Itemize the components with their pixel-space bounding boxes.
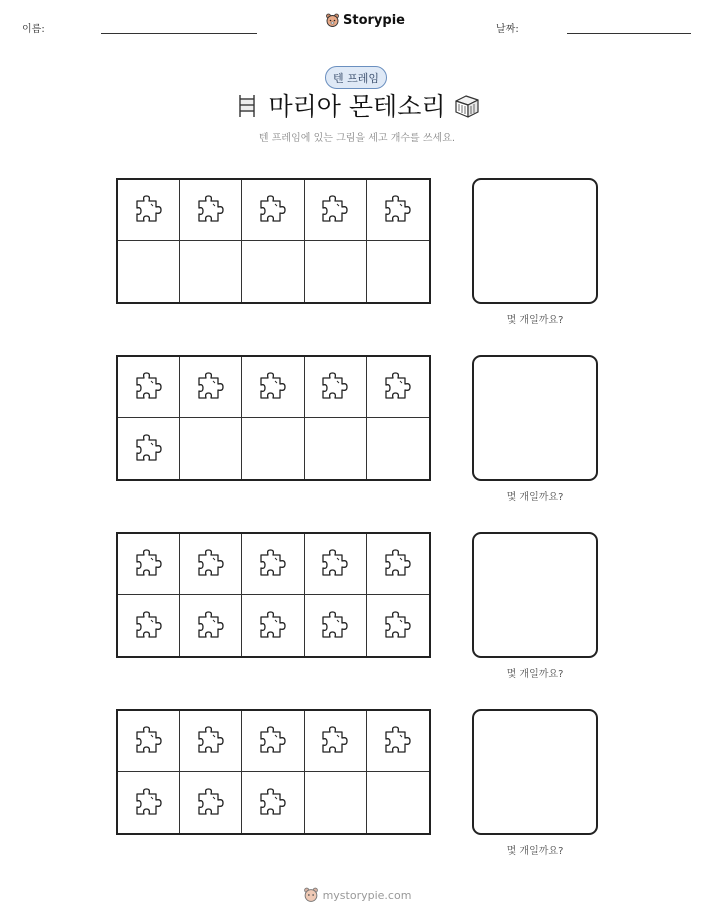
- puzzle-piece-icon: [256, 786, 290, 820]
- puzzle-piece-icon: [194, 193, 228, 227]
- puzzle-piece-icon: [381, 370, 415, 404]
- question-label: 몇 개일까요?: [506, 492, 564, 503]
- ten-frame-cell-filled: [305, 357, 367, 418]
- question-label: 몇 개일까요?: [506, 846, 564, 857]
- puzzle-piece-icon: [318, 370, 352, 404]
- puzzle-piece-icon: [132, 193, 166, 227]
- ten-frame-cell-empty: [242, 241, 304, 302]
- puzzle-piece-icon: [381, 547, 415, 581]
- ten-frame-cell-empty: [305, 241, 367, 302]
- ten-frame-cell-filled: [242, 711, 304, 772]
- topic-badge: 텐 프레임: [325, 66, 387, 89]
- ten-frame-cell-filled: [180, 357, 242, 418]
- puzzle-piece-icon: [256, 193, 290, 227]
- ten-frame: [116, 178, 431, 304]
- name-label: 이름:: [22, 24, 45, 35]
- puzzle-piece-icon: [132, 432, 166, 466]
- question-label: 몇 개일까요?: [506, 315, 564, 326]
- date-label: 날짜:: [496, 24, 519, 35]
- ten-frame-cell-empty: [242, 418, 304, 479]
- ten-frame-cell-empty: [367, 418, 429, 479]
- puzzle-piece-icon: [318, 547, 352, 581]
- ten-frame-cell-filled: [180, 180, 242, 241]
- ten-frame: [116, 355, 431, 481]
- puzzle-piece-icon: [132, 724, 166, 758]
- ten-frame-cell-filled: [180, 711, 242, 772]
- bear-logo-icon: [303, 887, 319, 903]
- puzzle-piece-icon: [318, 193, 352, 227]
- ten-frame-cell-filled: [118, 534, 180, 595]
- puzzle-piece-icon: [132, 609, 166, 643]
- ten-frame-cell-filled: [118, 418, 180, 479]
- ten-frame-cell-filled: [305, 180, 367, 241]
- ten-frame-cell-filled: [367, 711, 429, 772]
- puzzle-piece-icon: [256, 547, 290, 581]
- ten-frame-cell-filled: [242, 180, 304, 241]
- ten-frame-cell-filled: [242, 534, 304, 595]
- ten-frame: [116, 532, 431, 658]
- ten-frame-cell-empty: [305, 418, 367, 479]
- puzzle-piece-icon: [194, 547, 228, 581]
- page-title: 마리아 몬테소리: [268, 92, 446, 121]
- ten-frame-cell-filled: [367, 357, 429, 418]
- ten-frame-cell-filled: [118, 595, 180, 656]
- ten-frame-cell-filled: [118, 357, 180, 418]
- puzzle-piece-icon: [381, 193, 415, 227]
- ten-frame-cell-filled: [305, 711, 367, 772]
- name-field[interactable]: [101, 33, 257, 34]
- ten-frame-cell-filled: [118, 772, 180, 833]
- ten-frame-cell-filled: [367, 180, 429, 241]
- puzzle-piece-icon: [256, 370, 290, 404]
- puzzle-piece-icon: [132, 370, 166, 404]
- ten-frame-cell-filled: [118, 180, 180, 241]
- ten-frame: [116, 709, 431, 835]
- puzzle-piece-icon: [318, 609, 352, 643]
- answer-box[interactable]: [472, 178, 598, 304]
- puzzle-piece-icon: [194, 609, 228, 643]
- puzzle-piece-icon: [381, 609, 415, 643]
- puzzle-piece-icon: [318, 724, 352, 758]
- ten-frame-cell-filled: [180, 534, 242, 595]
- puzzle-piece-icon: [132, 786, 166, 820]
- instructions: 텐 프레임에 있는 그림을 세고 개수를 쓰세요.: [258, 133, 456, 144]
- puzzle-piece-icon: [194, 370, 228, 404]
- bear-logo-icon: [325, 13, 340, 28]
- answer-box[interactable]: [472, 532, 598, 658]
- ten-frame-cell-empty: [180, 241, 242, 302]
- date-field[interactable]: [567, 33, 691, 34]
- puzzle-piece-icon: [194, 786, 228, 820]
- brand-name: Storypie: [343, 13, 405, 28]
- puzzle-piece-icon: [256, 609, 290, 643]
- puzzle-piece-icon: [132, 547, 166, 581]
- puzzle-piece-icon: [381, 724, 415, 758]
- ten-frame-cell-filled: [180, 772, 242, 833]
- ten-frame-cell-empty: [305, 772, 367, 833]
- footer: [0, 887, 714, 903]
- answer-box[interactable]: [472, 355, 598, 481]
- ten-frame-cell-filled: [118, 711, 180, 772]
- ten-frame-cell-filled: [305, 534, 367, 595]
- ten-frame-cell-empty: [180, 418, 242, 479]
- storypie-logo: [325, 13, 405, 28]
- footer-url[interactable]: mystorypie.com: [322, 888, 412, 902]
- ten-frame-cell-filled: [180, 595, 242, 656]
- ten-frame-cell-empty: [118, 241, 180, 302]
- ten-frame-cell-filled: [242, 595, 304, 656]
- ten-frame-cell-filled: [367, 595, 429, 656]
- puzzle-piece-icon: [194, 724, 228, 758]
- ten-frame-cell-empty: [367, 772, 429, 833]
- ten-frame-cell-filled: [367, 534, 429, 595]
- ten-frame-cell-empty: [367, 241, 429, 302]
- question-label: 몇 개일까요?: [506, 669, 564, 680]
- puzzle-piece-icon: [256, 724, 290, 758]
- answer-box[interactable]: [472, 709, 598, 835]
- ten-frame-cell-filled: [242, 772, 304, 833]
- ten-frame-cell-filled: [242, 357, 304, 418]
- wooden-block-icon: [453, 93, 481, 119]
- ten-frame-cell-filled: [305, 595, 367, 656]
